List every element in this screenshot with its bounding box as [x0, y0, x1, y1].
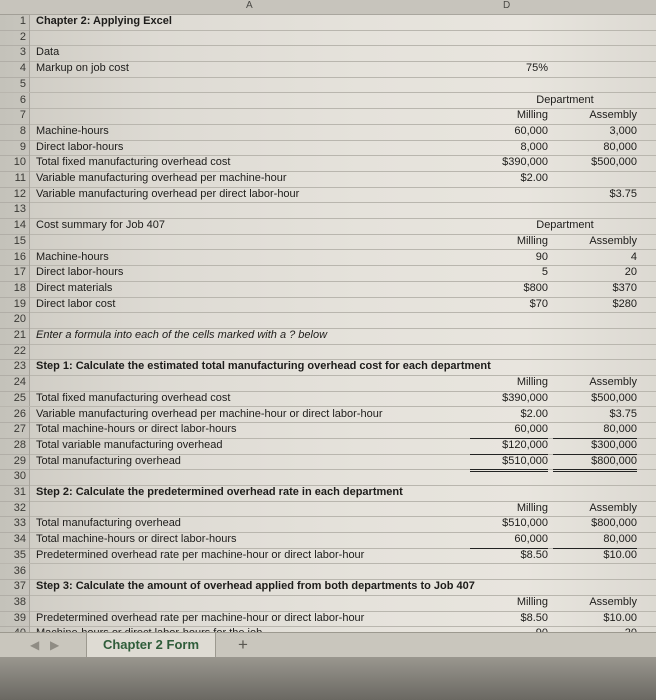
cell-assembly[interactable]: 80,000 [603, 140, 637, 153]
cell-label[interactable]: Variable manufacturing overhead per machine-hour or direct labor-hour [36, 407, 383, 420]
sheet-row [0, 579, 656, 596]
sheet-row [0, 218, 656, 235]
previous-sheet-icon[interactable]: ◀ [30, 638, 40, 652]
cell-label[interactable]: Step 1: Calculate the estimated total manufacturing overhead cost for each department [36, 360, 491, 373]
cell-milling[interactable]: $390,000 [502, 156, 548, 169]
sheet-row [0, 375, 656, 392]
row-number[interactable]: 15 [0, 234, 30, 250]
cell-milling[interactable]: 5 [541, 266, 548, 279]
row-number[interactable]: 10 [0, 155, 30, 171]
cell-milling[interactable]: 60,000 [470, 532, 548, 549]
cell-assembly[interactable]: $500,000 [591, 391, 637, 404]
row-number[interactable]: 38 [0, 595, 30, 611]
cell-assembly[interactable]: $800,000 [591, 517, 637, 530]
cell-milling[interactable]: 75% [525, 62, 548, 75]
cell-label[interactable]: Direct labor cost [36, 297, 116, 310]
cell-label[interactable]: Total fixed manufacturing overhead cost [36, 391, 231, 404]
row-number[interactable]: 26 [0, 407, 30, 423]
cell-milling[interactable]: $120,000 [470, 438, 548, 455]
cell-milling[interactable]: Milling [516, 376, 548, 389]
row-number[interactable]: 2 [0, 30, 30, 46]
row-number[interactable]: 23 [0, 359, 30, 375]
row-number[interactable]: 6 [0, 93, 30, 109]
cell-milling[interactable]: $510,000 [470, 454, 548, 473]
sheet-row [0, 422, 656, 439]
sheet-row [0, 45, 656, 62]
add-sheet-button[interactable]: + [238, 635, 248, 654]
cell-department-header[interactable]: Department [536, 219, 594, 232]
cell-label[interactable]: Markup on job cost [36, 62, 129, 75]
sheet-row [0, 77, 656, 94]
cell-milling[interactable]: $70 [529, 297, 548, 310]
cell-label[interactable]: Variable manufacturing overhead per direct labor-hour [36, 187, 300, 200]
row-number[interactable]: 13 [0, 202, 30, 218]
sheet-row [0, 61, 656, 78]
sheet-row [0, 187, 656, 204]
sheet-row [0, 250, 656, 267]
row-number[interactable]: 4 [0, 61, 30, 77]
cell-assembly[interactable]: 20 [624, 266, 637, 279]
cell-assembly[interactable]: Assembly [589, 109, 637, 122]
sheet-tab-bar [0, 632, 656, 657]
row-number[interactable]: 3 [0, 45, 30, 61]
cell-label[interactable]: Total manufacturing overhead [36, 517, 181, 530]
sheet-row [0, 469, 656, 486]
row-number[interactable]: 18 [0, 281, 30, 297]
sheet-row [0, 14, 656, 31]
cell-assembly[interactable]: Assembly [589, 234, 637, 247]
cell-label[interactable]: Direct labor-hours [36, 266, 124, 279]
row-number[interactable]: 34 [0, 532, 30, 548]
cell-label[interactable]: Data [36, 46, 60, 59]
sheet-row [0, 155, 656, 172]
column-header-strip [0, 0, 656, 15]
cell-assembly[interactable]: $3.75 [609, 187, 637, 200]
cell-milling[interactable]: $390,000 [502, 391, 548, 404]
cell-label[interactable]: Total variable manufacturing overhead [36, 438, 223, 451]
row-number[interactable]: 39 [0, 611, 30, 627]
sheet-row [0, 454, 656, 471]
sheet-row [0, 407, 656, 424]
cell-assembly[interactable]: 4 [630, 250, 637, 263]
cell-milling[interactable]: Milling [516, 234, 548, 247]
cell-milling[interactable]: $8.50 [520, 611, 548, 624]
cell-label[interactable]: Enter a formula into each of the cells marked with a ? below [36, 329, 328, 341]
row-number[interactable]: 14 [0, 218, 30, 234]
sheet-row [0, 234, 656, 251]
cell-milling[interactable]: Milling [516, 595, 548, 608]
cell-assembly[interactable]: $10.00 [603, 611, 637, 624]
column-header-fragment[interactable]: D [503, 0, 511, 11]
cell-assembly[interactable]: $300,000 [553, 438, 637, 455]
sheet-row [0, 532, 656, 549]
cell-assembly[interactable]: $10.00 [603, 548, 637, 561]
row-number[interactable]: 9 [0, 140, 30, 156]
cell-label[interactable]: Variable manufacturing overhead per machine-hour [36, 172, 287, 184]
row-number[interactable]: 29 [0, 454, 30, 470]
sheet-row [0, 93, 656, 110]
row-number[interactable]: 21 [0, 328, 30, 344]
row-number[interactable]: 33 [0, 516, 30, 532]
sheet-row [0, 485, 656, 502]
column-header-fragment[interactable]: A [246, 0, 253, 11]
row-number[interactable]: 8 [0, 124, 30, 140]
row-number[interactable]: 28 [0, 438, 30, 454]
cell-milling[interactable]: 60,000 [514, 124, 548, 137]
cell-label[interactable]: Machine-hours [36, 124, 109, 137]
cell-assembly[interactable]: Assembly [589, 501, 637, 514]
row-number[interactable]: 16 [0, 250, 30, 266]
sheet-row [0, 202, 656, 219]
row-number[interactable]: 24 [0, 375, 30, 391]
cell-label[interactable]: Step 2: Calculate the predetermined overhead rate in each department [36, 486, 403, 498]
cell-assembly[interactable]: $800,000 [553, 454, 637, 473]
cell-milling[interactable]: 8,000 [520, 140, 548, 153]
row-number[interactable]: 31 [0, 485, 30, 501]
sheet-row [0, 595, 656, 612]
cell-milling[interactable]: Milling [516, 501, 548, 514]
cell-milling[interactable]: $510,000 [502, 517, 548, 530]
cell-assembly[interactable]: $500,000 [591, 156, 637, 169]
cell-milling[interactable]: $8.50 [520, 548, 548, 561]
cell-department-header[interactable]: Department [536, 93, 594, 106]
row-number[interactable]: 5 [0, 77, 30, 93]
sheet-row [0, 548, 656, 565]
sheet-row [0, 564, 656, 581]
row-number[interactable]: 22 [0, 344, 30, 360]
cell-label[interactable]: Direct materials [36, 281, 113, 294]
sheet-row [0, 140, 656, 157]
cell-label[interactable]: Direct labor-hours [36, 140, 124, 153]
cell-label[interactable]: Predetermined overhead rate per machine-hour or direct labor-hour [36, 548, 365, 561]
cell-assembly[interactable]: $370 [612, 281, 637, 294]
cell-label[interactable]: Total machine-hours or direct labor-hours [36, 533, 237, 546]
cell-label[interactable]: Total machine-hours or direct labor-hours [36, 423, 237, 436]
sheet-row [0, 611, 656, 628]
sheet-row [0, 328, 656, 345]
sheet-row [0, 281, 656, 298]
row-number[interactable]: 37 [0, 579, 30, 595]
sheet-row [0, 391, 656, 408]
row-number[interactable]: 35 [0, 548, 30, 564]
sheet-tab-chapter-2-form[interactable]: Chapter 2 Form [86, 633, 216, 657]
sheet-row [0, 108, 656, 125]
cell-milling[interactable]: 60,000 [470, 422, 548, 439]
cell-label[interactable]: Chapter 2: Applying Excel [36, 15, 172, 27]
cell-milling[interactable]: $800 [523, 281, 548, 294]
row-number[interactable]: 20 [0, 312, 30, 328]
cell-label[interactable]: Total manufacturing overhead [36, 454, 181, 467]
row-number[interactable]: 17 [0, 265, 30, 281]
row-number[interactable]: 27 [0, 422, 30, 438]
cell-assembly[interactable]: $280 [612, 297, 637, 310]
sheet-row [0, 501, 656, 518]
cell-milling[interactable]: $2.00 [520, 407, 548, 420]
sheet-row [0, 312, 656, 329]
cell-label[interactable]: Predetermined overhead rate per machine-hour or direct labor-hour [36, 611, 365, 624]
window-bottom-edge [0, 657, 656, 700]
cell-assembly[interactable]: $3.75 [609, 407, 637, 420]
cell-label[interactable]: Machine-hours [36, 250, 109, 263]
cell-milling[interactable]: $2.00 [520, 172, 548, 184]
row-number[interactable]: 7 [0, 108, 30, 124]
cell-assembly[interactable]: 80,000 [553, 422, 637, 439]
row-number[interactable]: 30 [0, 469, 30, 485]
sheet-row [0, 438, 656, 455]
sheet-row [0, 359, 656, 376]
cell-label[interactable]: Cost summary for Job 407 [36, 219, 165, 232]
row-number[interactable]: 12 [0, 187, 30, 203]
row-number[interactable]: 1 [0, 14, 30, 30]
row-number[interactable]: 25 [0, 391, 30, 407]
cell-assembly[interactable]: Assembly [589, 376, 637, 389]
sheet-row [0, 30, 656, 47]
sheet-row [0, 265, 656, 282]
row-number[interactable]: 19 [0, 297, 30, 313]
cell-milling[interactable]: Milling [516, 109, 548, 122]
cell-label[interactable]: Total fixed manufacturing overhead cost [36, 156, 231, 169]
sheet-row [0, 171, 656, 188]
sheet-row [0, 297, 656, 314]
cell-label[interactable]: Step 3: Calculate the amount of overhead applied from both departments to Job 407 [36, 580, 475, 593]
row-number[interactable]: 11 [0, 171, 30, 187]
sheet-row [0, 124, 656, 141]
next-sheet-icon[interactable]: ▶ [50, 638, 60, 652]
cell-assembly[interactable]: 80,000 [553, 532, 637, 549]
cell-assembly[interactable]: 3,000 [609, 124, 637, 137]
cell-assembly[interactable]: Assembly [589, 595, 637, 608]
sheet-row [0, 516, 656, 533]
row-number[interactable]: 32 [0, 501, 30, 517]
sheet-row [0, 344, 656, 361]
cell-milling[interactable]: 90 [535, 250, 548, 263]
row-number[interactable]: 36 [0, 564, 30, 580]
